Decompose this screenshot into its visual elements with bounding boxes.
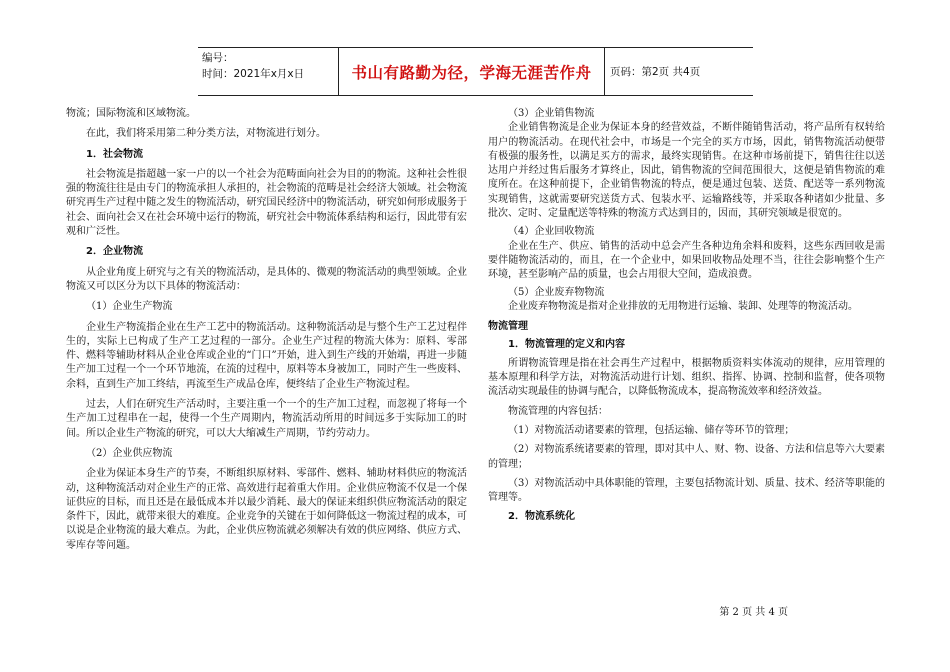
- motto: 书山有路勤为径，学海无涯苦作舟: [351, 63, 592, 82]
- paragraph: 企业为保证本身生产的节奏，不断组织原材料、零部件、燃料、辅助材料供应的物流活动，这种物流活动对企业生产的正常、高效进行起着重大作用。企业供应物流不仅是一个保证供应的目标，而且还是在最低成本并以最少消耗、最大的保证来组织供应物流活动的限定条件下，因此，就带来很大的难度。企业竞争的关键在于如何降低这一物流过程的成本，可以说是企业物流的最大难点。为此，企业供应物流就必须解决有效的供应网络、供应方式、零库存等问题。: [66, 468, 467, 551]
- paragraph: 在此，我们将采用第二种分类方法，对物流进行划分。: [86, 128, 326, 140]
- paragraph: 企业销售物流是企业为保证本身的经营效益，不断伴随销售活动，将产品所有权转给用户的物流活动。在现代社会中，市场是一个完全的买方市场，因此，销售物流活动便带有极强的服务性，以满足买方的需求，最终实现销售。在这种市场前提下，销售往往以送达用户并经过售后服务才算终止，因此，销售物流的空间范围很大，这便是销售物流的难度所在。在这种前提下，企业销售物流的特点，便是通过包装、送货、配送等一系列物流实现销售，这就需要研究送货方式、包装水平、运输路线等，并采取各种诸如少批量、多批次、定时、定量配送等特殊的物流方式达到目的，因而，其研究领域是很宽的。: [488, 122, 885, 220]
- paragraph: 过去，人们在研究生产活动时，主要注重一个一个的生产加工过程，而忽视了将每一个生产加工过程串在一起，使得一个生产周期内，物流活动所用的时间远多于实际加工的时间。所以企业生产物流的研究，可以大大缩减生产周期，节约劳动力。: [66, 399, 467, 439]
- list-item: （3）对物流活动中具体职能的管理，主要包括物流计划、质量、技术、经济等职能的管理等。: [488, 477, 885, 504]
- time-label: 时间：2021年x月x日: [202, 68, 305, 80]
- section-heading: 2．企业物流: [86, 246, 143, 258]
- header-motto-cell: [338, 48, 605, 95]
- paragraph: 企业废弃物物流是指对企业排放的无用物进行运输、装卸、处理等的物流活动。: [508, 300, 858, 312]
- section-heading: 1．社会物流: [86, 148, 143, 160]
- section-heading: 物流管理: [488, 321, 528, 333]
- paragraph: 物流管理的内容包括：: [508, 405, 608, 417]
- subsection-heading: （4）企业回收物流: [508, 226, 595, 238]
- paragraph: 企业在生产、供应、销售的活动中总会产生各种边角余料和废料，这些东西回收是需要伴随物流活动的，而且，在一个企业中，如果回收物品处理不当，往往会影响整个生产环境，甚至影响产品的质量，也会占用很大空间，造成浪费。: [488, 240, 885, 281]
- list-item: （1）对物流活动诸要素的管理，包括运输、储存等环节的管理；: [508, 424, 795, 436]
- page-footer: 第 2 页 共 4 页: [719, 607, 788, 618]
- document-header: [198, 47, 753, 96]
- header-meta-cell: [198, 48, 338, 95]
- right-column: [488, 107, 885, 525]
- paragraph: 从企业角度上研究与之有关的物流活动，是具体的、微观的物流活动的典型领域。企业物流又可以区分为以下具体的物流活动：: [66, 266, 467, 292]
- page-label: 页码：第2页 共4页: [610, 66, 701, 78]
- paragraph: 企业生产物流指企业在生产工艺中的物流活动。这种物流活动是与整个生产工艺过程伴生的，实际上已构成了生产工艺过程的一部分。企业生产过程的物流大体为：原料、零部件、燃料等辅助材料从企业仓库或企业的“门口”开始，进入到生产线的开始端，再进一步随生产加工过程一个一个环节地流，在流的过程中，原料等本身被加工，同时产生一些废料、余料，直到生产加工终结，再流至生产成品仓库，便终结了企业生产物流过程。: [66, 321, 467, 390]
- paragraph: 所谓物流管理是指在社会再生产过程中，根据物质资料实体流动的规律，应用管理的基本原理和科学方法，对物流活动进行计划、组织、指挥、协调、控制和监督，使各项物流活动实现最佳的协调与配合，以降低物流成本，提高物流效率和经济效益。: [488, 357, 885, 398]
- section-heading: 1．物流管理的定义和内容: [508, 339, 625, 351]
- number-label: 编号：: [202, 52, 234, 64]
- paragraph: 社会物流是指超越一家一户的以一个社会为范畴面向社会为目的的物流。这种社会性很强的物流往往是由专门的物流承担人承担的，社会物流的范畴是社会经济大领域。社会物流研究再生产过程中随之发生的物流活动，研究国民经济中的物流活动，研究如何形成服务于社会、面向社会又在社会环境中运行的物流，研究社会中物流体系结构和运行，因此带有宏观和广泛性。: [66, 168, 467, 238]
- subsection-heading: （2）企业供应物流: [86, 447, 173, 459]
- list-item: （2）对物流系统诸要素的管理，即对其中人、财、物、设备、方法和信息等六大要素的管理；: [488, 444, 885, 470]
- subsection-heading: （1）企业生产物流: [86, 301, 173, 313]
- paragraph: 物流；国际物流和区域物流。: [66, 108, 196, 119]
- subsection-heading: （5）企业废弃物物流: [508, 286, 605, 298]
- left-column: [66, 107, 467, 553]
- section-heading: 2．物流系统化: [508, 511, 575, 523]
- subsection-heading: （3）企业销售物流: [508, 108, 595, 119]
- header-page-cell: [604, 48, 753, 95]
